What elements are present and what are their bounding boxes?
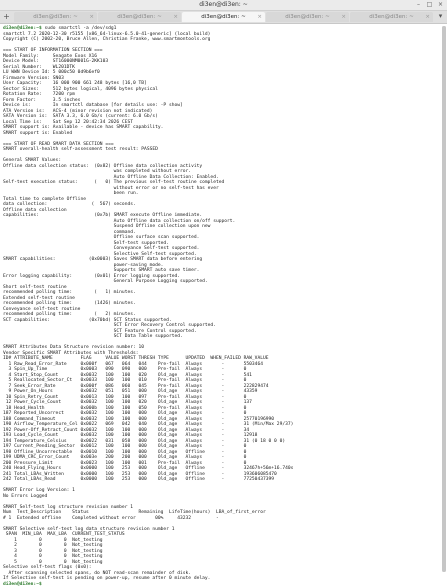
tab-label: di3en@di3en: ~ <box>369 14 414 20</box>
tab-close-icon[interactable]: × <box>89 14 94 20</box>
window-title: di3en@di3en: ~ <box>199 1 248 8</box>
window-titlebar <box>0 0 447 11</box>
tab-close-icon[interactable]: × <box>257 14 262 20</box>
minimize-button[interactable]: – <box>417 1 420 8</box>
terminal-output-area[interactable] <box>3 26 437 587</box>
tab-label: di3en@di3en: ~ <box>285 14 330 20</box>
terminal-tab[interactable] <box>98 12 181 22</box>
terminal-tab-active[interactable] <box>182 12 265 22</box>
tab-label: di3en@di3en: ~ <box>117 14 162 20</box>
command-output: smartctl 7.2 2020-12-30 r5155 [x86_64-linux-6.5.0-41-generic] (local build) Copyright (C) 2002-20, Bruce Allen, Christian Franke, www.smartmontools.org === START OF INFORMATION SECTION === Model Family: Seagate Exos X16 Device Model: ST16000NM001G-2KK103 Serial Number: WL201DTK LU WWN Device Id: 5 000c50 0d9b6ef0 Firmware Version: SN03 User Capacity: 16 000 900 661 248 bytes [16,0 TB] Sector Sizes: 512 bytes logical, 4096 bytes physical Rotation Rate: 7200 rpm Form Factor: 3.5 inches Device is: In smartctl database [for details use: -P show] ATA Version is: ACS-4 (minor revision not indicated) SATA Version is: SATA 3.3, 6.0 Gb/s (current: 6.0 Gb/s) Local Time is: Sat Sep 12 20:42:34 2026 CEST SMART support is: Available - device has SMART capability. SMART support is: Enabled === START OF READ SMART DATA SECTION === SMART overall-health self-assessment test result: PASSED General SMART Values: Offline data collection status: (0x82) Offline data collection activity was completed without error. Auto Offline Data Collection: Enabled. Self-test execution status: ( 0) The previous self-test routine completed without error or no self-test has ever been run. Total time to complete Offline data collection: ( 567) seconds. Offline data collection capabilities: (0x7b) SMART execute Offline immediate. Auto Offline data collection on/off support. Suspend Offline collection upon new command. Offline surface scan supported. Self-test supported. Conveyance Self-test supported. Selective Self-test supported. SMART capabilities: (0x0003) Saves SMART data before entering power-saving mode. Supports SMART auto save timer. Error logging capability: (0x01) Error logging supported. General Purpose Logging supported. Short self-test routine recommended polling time: ( 1) minutes. Extended self-test routine recommended polling time: (1426) minutes. Conveyance self-test routine recommended polling time: ( 2) minutes. SCT capabilities: (0x70bd) SCT Status supported. SCT Error Recovery Control supported. SCT Feature Control supported. SCT Data Table supported. SMART Attributes Data Structure revision number: 10 Vendor Specific SMART Attributes with Thresholds: ID# ATTRIBUTE_NAME FLAG VALUE WORST THRESH TYPE UPDATED WHEN_FAILED RAW_VALUE 1 Raw_Read_Error_Rate 0x000f 067 064 044 Pre-fail Always - 5503464 3 Spin_Up_Time 0x0003 090 090 000 Pre-fail Always - 0 4 Start_Stop_Count 0x0032 100 100 020 Old_age Always - 541 5 Reallocated_Sector_Ct 0x0033 100 100 010 Pre-fail Always - 0 7 Seek_Error_Rate 0x000f 086 060 045 Pre-fail Always - 222829474 9 Power_On_Hours 0x0032 051 051 000 Old_age Always - 43359 10 Spin_Retry_Count 0x0013 100 100 097 Pre-fail Always - 0 12 Power_Cycle_Count 0x0032 100 100 020 Old_age Always - 137 18 Head_Health 0x000b 100 100 050 Pre-fail Always - 0 187 Reported_Uncorrect 0x0032 100 100 000 Old_age Always - 0 188 Command_Timeout 0x0032 100 100 000 Old_age Always - 25770196990 190 Airflow_Temperature_Cel 0x0022 069 042 040 Old_age Always - 31 (Min/Max 29/37) 192 Power-Off_Retract_Count 0x0032 100 100 000 Old_age Always - 34 193 Load_Cycle_Count 0x0032 100 100 000 Old_age Always - 12918 194 Temperature_Celsius 0x0022 031 058 000 Old_age Always - 31 (0 18 0 0 0) 197 Current_Pending_Sector 0x0012 100 100 000 Old_age Always - 0 198 Offline_Uncorrectable 0x0010 100 100 000 Old_age Offline - 0 199 UDMA_CRC_Error_Count 0x003e 200 200 000 Old_age Always - 0 200 Pressure_Limit 0x0023 100 100 001 Pre-fail Always - 0 240 Head_Flying_Hours 0x0000 100 253 000 Old_age Offline - 32467h+56m+16.740s 241 Total_LBAs_Written 0x0000 100 253 000 Old_age Offline - 193606085470 242 Total_LBAs_Read 0x0000 100 253 000 Old_age Offline - 77250437399 SMART Error Log Version: 1 No Errors Logged SMART Self-test log structure revision number 1 Num Test_Description Status Remaining LifeTime(hours) LBA_of_first_error # 1 Extended offline Completed without error 00% 43232 - SMART Selective self-test log data structure revision number 1 SPAN MIN_LBA MAX_LBA CURRENT_TEST_STATUS 1 0 0 Not_testing 2 0 0 Not_testing 3 0 0 Not_testing 4 0 0 Not_testing 5 0 0 Not_testing Selective self-test flags (0x0): After scanning selected spans, do NOT read-scan remainder of disk. If Selective self-test is pending on power-up, resume after 0 minute delay. <box>3 31 294 581</box>
close-button[interactable]: × <box>437 1 444 8</box>
maximize-button[interactable]: □ <box>426 1 433 8</box>
tab-close-icon[interactable]: × <box>173 14 178 20</box>
window-controls <box>415 1 444 8</box>
tab-close-icon[interactable]: × <box>341 14 346 20</box>
tab-label: di3en@di3en: ~ <box>201 14 246 20</box>
tab-label: di3en@di3en: ~ <box>33 14 78 20</box>
tab-list <box>14 12 433 22</box>
scrollbar-thumb[interactable] <box>442 26 446 572</box>
shell-prompt: di3en@di3en:~$ <box>3 26 42 31</box>
tab-bar <box>0 11 447 24</box>
new-tab-button[interactable]: + <box>3 12 10 21</box>
terminal-tab[interactable] <box>266 12 349 22</box>
tab-close-icon[interactable]: × <box>425 14 430 20</box>
terminal-scrollbar[interactable] <box>442 26 446 572</box>
terminal-tab[interactable] <box>14 12 97 22</box>
terminal-tab[interactable] <box>350 12 433 22</box>
tab-menu-button[interactable]: ▾ <box>438 12 443 20</box>
shell-command: sudo smartctl -a /dev/sdg1 <box>41 26 117 31</box>
terminal-text <box>3 26 437 587</box>
shell-prompt: di3en@di3en:~$ <box>3 581 42 587</box>
